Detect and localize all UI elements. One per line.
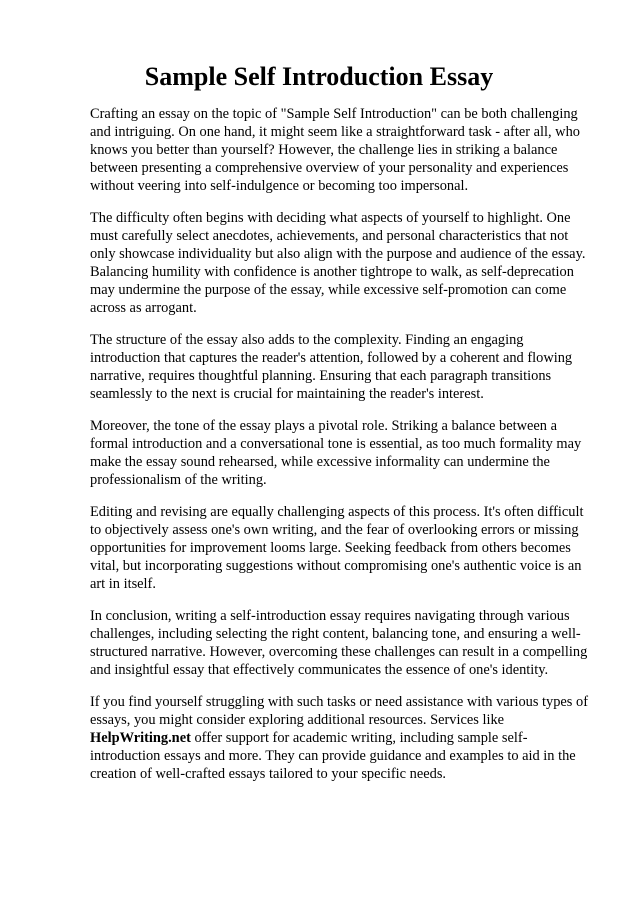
essay-body: [90, 105, 592, 797]
paragraph-3: The structure of the essay also adds to the complexity. Finding an engaging introduction that captures the reader's attention, followed by a coherent and flowing narrative, requires thoughtful planning. Ensuring that each paragraph transitions seamlessly to the next is crucial for maintaining the reader's interest.: [90, 332, 573, 402]
paragraph-7-after-link: offer support for academic writing, including sample self-introduction essays and more. They can provide guidance and examples to aid in the creation of well-crafted essays tailored to your specific needs.: [90, 730, 576, 782]
helpwriting-link[interactable]: HelpWriting.net: [90, 730, 191, 746]
paragraph-7: [90, 693, 592, 783]
paragraph-5: Editing and revising are equally challenging aspects of this process. It's often difficult to objectively assess one's own writing, and the fear of overlooking errors or missing opportunities for improvement looms large. Seeking feedback from others becomes vital, but incorporating suggestions without compromising one's authentic voice is an art in itself.: [90, 504, 584, 592]
page-title: Sample Self Introduction Essay: [144, 62, 494, 91]
paragraph-2: The difficulty often begins with deciding what aspects of yourself to highlight. One must carefully select anecdotes, achievements, and personal characteristics that not only showcase individuality but also align with the purpose and audience of the essay. Balancing humility with confidence is another tightrope to walk, as self-deprecation may undermine the purpose of the essay, while excessive self-promotion can come across as arrogant.: [90, 210, 586, 316]
paragraph-7-before-link: If you find yourself struggling with such tasks or need assistance with various types of essays, you might consider exploring additional resources. Services like: [90, 694, 588, 728]
paragraph-4: Moreover, the tone of the essay plays a pivotal role. Striking a balance between a formal introduction and a conversational tone is essential, as too much formality may make the essay sound rehearsed, while excessive informality can undermine the professionalism of the writing.: [90, 418, 582, 488]
paragraph-6: In conclusion, writing a self-introduction essay requires navigating through various challenges, including selecting the right content, balancing tone, and ensuring a well-structured narrative. However, overcoming these challenges can result in a compelling and insightful essay that effectively communicates the essence of one's identity.: [90, 608, 588, 678]
paragraph-1: Crafting an essay on the topic of "Sample Self Introduction" can be both challenging and intriguing. On one hand, it might seem like a straightforward task - after all, who knows you better than yourself? However, the challenge lies in striking a balance between presenting a comprehensive overview of your personality and experiences without veering into self-indulgence or becoming too impersonal.: [90, 106, 580, 194]
